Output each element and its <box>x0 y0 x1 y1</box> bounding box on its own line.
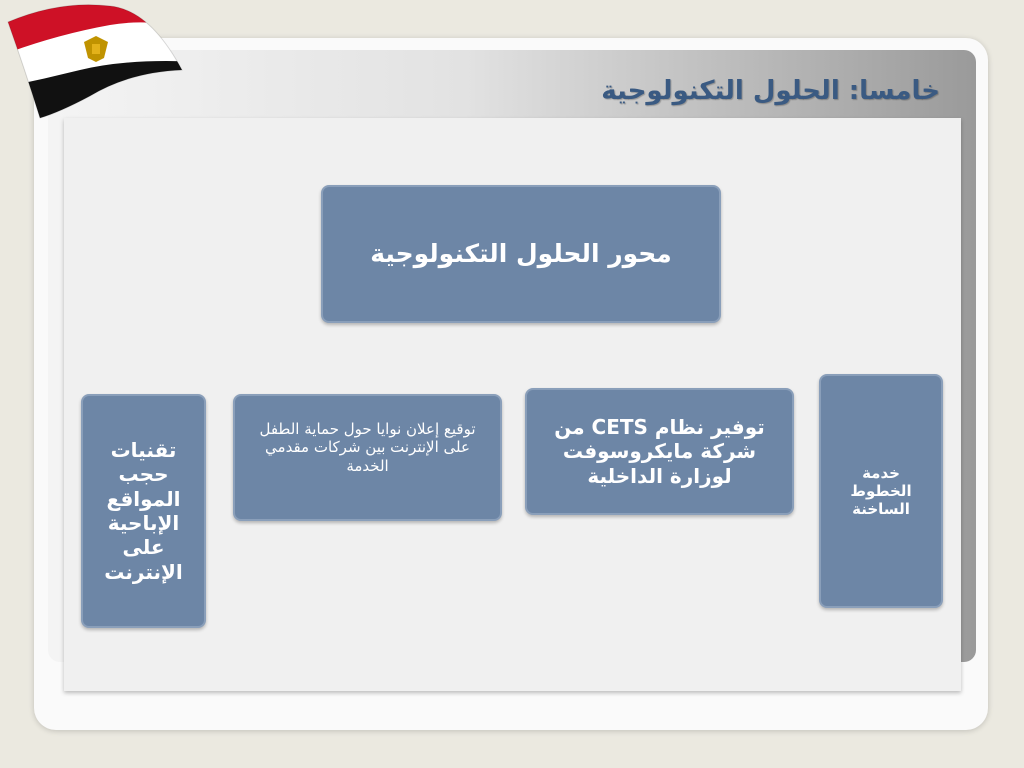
node-child-protection-declaration: توقيع إعلان نوايا حول حماية الطفل على الإنترنت بين شركات مقدمي الخدمة <box>233 394 502 521</box>
slide-title: خامسا: الحلول التكنولوجية <box>601 76 940 106</box>
center-node: محور الحلول التكنولوجية <box>321 185 721 323</box>
node-site-blocking-tech: تقنيات حجب المواقع الإباحية على الإنترنت <box>81 394 206 628</box>
egypt-flag-icon <box>0 0 200 125</box>
node-cets-system: توفير نظام CETS من شركة مايكروسوفت لوزارة الداخلية <box>525 388 794 515</box>
node-hotline-service: خدمة الخطوط الساخنة <box>819 374 943 608</box>
